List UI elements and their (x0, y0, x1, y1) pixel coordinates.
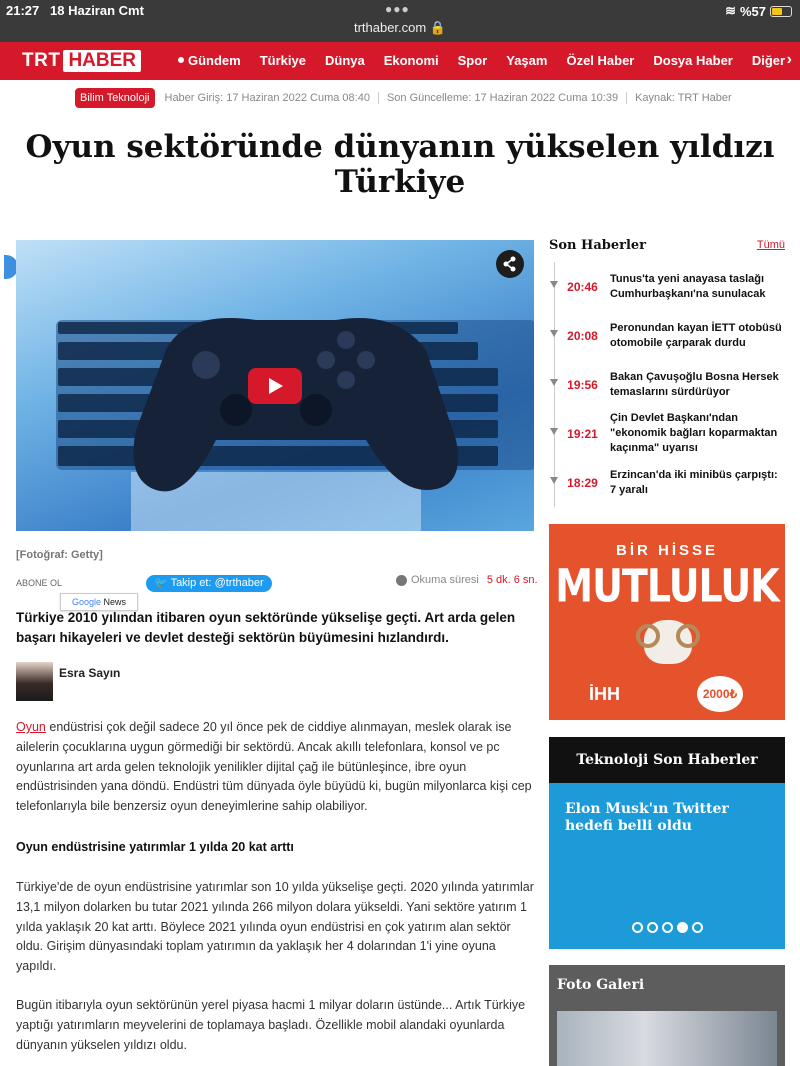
share-icon (496, 250, 524, 278)
tech-news-headline[interactable]: Elon Musk'ın Twitter hedefi belli oldu (565, 801, 729, 834)
news-time: 18:29 (567, 475, 598, 490)
reading-time-label: Okuma süresi (411, 574, 479, 586)
latest-news-header (549, 236, 785, 254)
chevron-right-icon[interactable]: › (786, 51, 792, 68)
clock-icon (396, 575, 407, 586)
trt-haber-logo[interactable] (22, 48, 141, 74)
reading-time (396, 574, 538, 586)
twitter-label: Takip et: @trthaber (170, 577, 264, 589)
news-text: Erzincan'da iki minibüs çarpıştı: 7 yaralı (610, 468, 778, 496)
news-time: 20:46 (567, 279, 598, 294)
nav-item-diger[interactable]: Diğer (751, 53, 786, 68)
caret-down-icon (550, 379, 558, 386)
news-time: 20:08 (567, 328, 598, 343)
news-text: Bakan Çavuşoğlu Bosna Hersek temaslarını sürdürüyor (610, 370, 779, 398)
carousel-dot-active[interactable] (677, 922, 688, 933)
author-avatar (16, 662, 53, 701)
share-button[interactable] (496, 250, 524, 278)
news-item[interactable] (555, 458, 790, 507)
nav-item-gundem[interactable] (178, 53, 241, 68)
tab-overview-icon[interactable]: ●●● (385, 2, 410, 16)
hero-video[interactable] (16, 240, 534, 531)
news-item[interactable] (555, 360, 790, 409)
google-news-news: News (103, 597, 127, 607)
caret-down-icon (550, 477, 558, 484)
article-lead: Türkiye 2010 yılından itibaren oyun sektöründe yükselişe geçti. Art arda gelen başarı hikayeleri ve devlet desteği sektörün büyümesini hızlandırdı. (16, 610, 516, 645)
news-time: 19:21 (567, 426, 598, 441)
news-item[interactable] (555, 262, 790, 311)
battery-text: %57 (739, 3, 766, 19)
carousel-dot[interactable] (692, 922, 703, 933)
nav-item-dunya[interactable]: Dünya (324, 53, 365, 68)
article-paragraph: Türkiye'de de oyun endüstrisine yatırımlar son 10 yılda yükselişe geçti. 2020 yılında yatırımlar 13,1 milyon dolarken bu tutar 2021 yılında 266 milyon dolara yükseldi. Yani sektöre yatırım 1 yılda yaklaşık 20 kat arttı. Böylece 2021 yılında oyun endüstrisi en çok yatırım alan sektör oldu. Girişim dünyasındaki toplam yatırımın da yaklaşık her 4 dolarından 1'i yine oyuna yapıldı. (16, 880, 534, 974)
ad-brand: İHH (589, 684, 620, 704)
twitter-follow-button[interactable] (146, 575, 272, 592)
divider (626, 92, 627, 104)
nav-item-spor[interactable]: Spor (457, 53, 488, 68)
paragraph-text: endüstrisi çok değil sadece 20 yıl önce pek de ciddiye alınmayan, meslek olarak ise ailelerin çocuklarına uygun görmediği bir sektördü. Ancak akıllı telefonlara, konsol ve pc oyunlarına art arda gelen teknolojik yenilikler dijital çağ ile bütünleşince, ibre oyun endüstrisinden yana döndü. Endüstri tüm dünyada öyle büyüdü ki, bugün milyonlarca kişi cep telefonlarıyla bile benzersiz oyun deneyimlerine sahip olabiliyor. (16, 720, 532, 814)
status-bar (0, 0, 800, 42)
status-right (725, 3, 792, 19)
main-nav (0, 42, 800, 80)
carousel-dots (549, 922, 785, 933)
logo-haber: HABER (63, 50, 141, 72)
author[interactable] (16, 662, 120, 701)
carousel-dot[interactable] (662, 922, 673, 933)
article-paragraph: Bugün itibarıyla oyun sektörünün yerel piyasa hacmi 1 milyar doların üstünde... Artık Türkiye yaptığı yatırımların meyvelerini de toplamaya başladı. Özellikle mobil alandaki oyunlarda dünyanın yükselen yıldızı oldu. (16, 998, 526, 1052)
news-text: Tunus'ta yeni anayasa taslağı Cumhurbaşkanı'na sunulacak (610, 272, 766, 300)
nav-item-ekonomi[interactable]: Ekonomi (383, 53, 439, 68)
logo-trt: TRT (22, 50, 61, 71)
oyun-link[interactable]: Oyun (16, 720, 46, 734)
ad-top-text: BİR HİSSE (615, 542, 718, 559)
battery-icon (770, 6, 792, 17)
latest-news-all-link[interactable]: Tümü (756, 239, 785, 251)
ad-banner[interactable] (549, 524, 785, 720)
article-title: Oyun sektöründe dünyanın yükselen yıldızı Türkiye (25, 129, 775, 200)
caret-down-icon (550, 330, 558, 337)
twitter-bird-icon: 🐦 (154, 577, 168, 589)
caret-down-icon (550, 281, 558, 288)
carousel-dot[interactable] (647, 922, 658, 933)
status-time: 21:27 (6, 3, 40, 18)
published-date: Haber Giriş: 17 Haziran 2022 Cuma 08:40 (164, 92, 370, 104)
nav-items (178, 53, 800, 68)
caret-down-icon (550, 428, 558, 435)
lock-icon: 🔒 (429, 20, 447, 35)
ad-main-text: MUTLULUK (555, 559, 779, 613)
photo-gallery (549, 965, 785, 1066)
battery-fill (772, 8, 782, 15)
nav-item-turkiye[interactable]: Türkiye (259, 53, 306, 68)
nav-item-label: Gündem (188, 53, 241, 68)
news-text: Peronundan kayan İETT otobüsü otomobile çarparak durdu (610, 321, 782, 349)
article-subheading-wrap (16, 838, 534, 858)
address-bar[interactable] (340, 20, 460, 36)
updated-date: Son Güncelleme: 17 Haziran 2022 Cuma 10:39 (386, 92, 619, 104)
url-text: trthaber.com (353, 20, 427, 35)
article-meta (75, 88, 732, 108)
status-date: 18 Haziran Cmt (50, 3, 144, 18)
news-time: 19:56 (567, 377, 598, 392)
google-news-google: Google (71, 597, 101, 607)
nav-item-yasam[interactable]: Yaşam (506, 53, 548, 68)
live-dot-icon (178, 57, 184, 63)
news-item[interactable] (555, 409, 790, 458)
carousel-dot[interactable] (632, 922, 643, 933)
subscribe-label: ABONE OL (16, 578, 63, 588)
tech-news-widget (549, 737, 785, 949)
article-subheading: Oyun endüstrisine yatırımlar 1 yılda 20 kat arttı (16, 840, 294, 854)
play-button[interactable] (248, 368, 302, 404)
article-paragraph (16, 718, 534, 817)
news-item[interactable] (555, 311, 790, 360)
ad-badge: 2000₺ (697, 676, 743, 712)
ram-icon (644, 620, 692, 664)
source: Kaynak: TRT Haber (635, 92, 732, 104)
nav-item-ozel-haber[interactable]: Özel Haber (566, 53, 635, 68)
category-badge[interactable]: Bilim Teknoloji (75, 88, 155, 108)
nav-item-dosya-haber[interactable]: Dosya Haber (653, 53, 733, 68)
photo-gallery-title: Foto Galeri (557, 977, 645, 993)
reading-time-value: 5 dk. 6 sn. (486, 574, 538, 586)
latest-news-list (554, 262, 790, 507)
wifi-icon: ≋ (725, 3, 736, 18)
author-name: Esra Sayın (59, 666, 121, 680)
tech-news-title: Teknoloji Son Haberler (549, 737, 785, 783)
latest-news-title: Son Haberler (549, 238, 647, 253)
gallery-image[interactable] (557, 1011, 777, 1066)
news-text: Çin Devlet Başkanı'ndan "ekonomik bağları koparmaktan kaçınma" uyarısı (610, 412, 778, 454)
photo-caption: [Fotoğraf: Getty] (16, 549, 103, 561)
divider (378, 92, 379, 104)
